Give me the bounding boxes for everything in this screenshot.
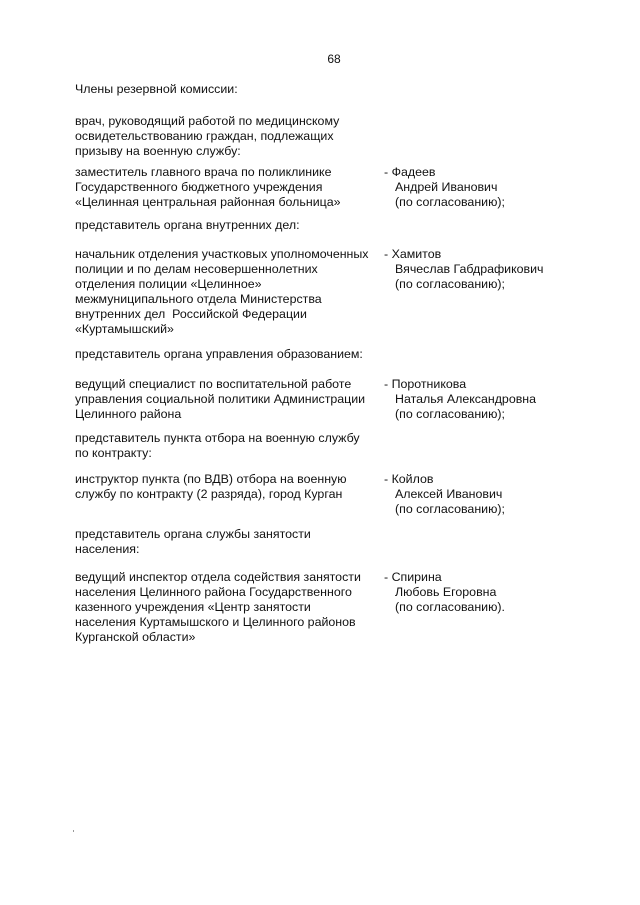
category-line: населения:: [75, 542, 140, 556]
position-line: населения Куртамышского и Целинного районов: [75, 615, 356, 629]
category-police: [75, 218, 385, 233]
category-line: представитель органа службы занятости: [75, 527, 311, 541]
person-note: (по согласованию);: [395, 502, 505, 516]
person-employment: [384, 570, 624, 615]
category-line: представитель органа управления образованием:: [75, 347, 363, 361]
position-line: внутренних дел Российской Федерации: [75, 307, 307, 321]
position-medical: [75, 165, 385, 210]
person-recruitment: [384, 472, 624, 517]
person-note: (по согласованию);: [395, 195, 505, 209]
person-name: Любовь Егоровна: [395, 585, 497, 599]
position-line: Курганской области»: [75, 630, 196, 644]
person-medical: [384, 165, 624, 210]
position-line: полиции и по делам несовершеннолетних: [75, 262, 318, 276]
position-line: управления социальной политики Администрации: [75, 392, 366, 406]
category-line: по контракту:: [75, 446, 152, 460]
position-line: межмуниципального отдела Министерства: [75, 292, 322, 306]
position-line: «Куртамышский»: [75, 322, 174, 336]
person-name: Вячеслав Габдрафикович: [395, 262, 544, 276]
category-line: представитель пункта отбора на военную службу: [75, 431, 360, 445]
category-line: освидетельствованию граждан, подлежащих: [75, 129, 334, 143]
position-line: службу по контракту (2 разряда), город Курган: [75, 487, 343, 501]
person-name: Андрей Иванович: [395, 180, 498, 194]
position-line: Целинного района: [75, 407, 182, 421]
person-name: Алексей Иванович: [395, 487, 503, 501]
margin-mark: [73, 830, 74, 832]
category-line: призыву на военную службу:: [75, 144, 241, 158]
position-line: инструктор пункта (по ВДВ) отбора на военную: [75, 472, 347, 486]
person-note: (по согласованию);: [395, 407, 505, 421]
category-employment: [75, 527, 385, 557]
category-education: [75, 347, 385, 362]
position-line: «Целинная центральная районная больница»: [75, 195, 341, 209]
category-line: представитель органа внутренних дел:: [75, 218, 300, 232]
person-note: (по согласованию).: [395, 600, 505, 614]
position-line: заместитель главного врача по поликлинике: [75, 165, 332, 179]
position-line: отделения полиции «Целинное»: [75, 277, 262, 291]
position-line: начальник отделения участковых уполномоченных: [75, 247, 369, 261]
position-line: ведущий инспектор отдела содействия занятости: [75, 570, 361, 584]
position-line: казенного учреждения «Центр занятости: [75, 600, 311, 614]
category-line: врач, руководящий работой по медицинскому: [75, 114, 340, 128]
heading: Члены резервной комиссии:: [75, 82, 238, 96]
person-name: Наталья Александровна: [395, 392, 537, 406]
position-line: населения Целинного района Государственного: [75, 585, 352, 599]
person-surname: - Фадеев: [384, 165, 436, 179]
person-surname: - Хамитов: [384, 247, 442, 261]
position-police: [75, 247, 385, 337]
person-education: [384, 377, 624, 422]
person-surname: - Поротникова: [384, 377, 467, 391]
position-line: ведущий специалист по воспитательной работе: [75, 377, 352, 391]
position-line: Государственного бюджетного учреждения: [75, 180, 323, 194]
category-medical: [75, 114, 385, 159]
position-education: [75, 377, 385, 422]
person-note: (по согласованию);: [395, 277, 505, 291]
person-police: [384, 247, 624, 292]
person-surname: - Спирина: [384, 570, 442, 584]
person-surname: - Койлов: [384, 472, 434, 486]
page-number: 68: [327, 52, 341, 66]
category-recruitment: [75, 431, 385, 461]
position-recruitment: [75, 472, 385, 502]
position-employment: [75, 570, 385, 645]
